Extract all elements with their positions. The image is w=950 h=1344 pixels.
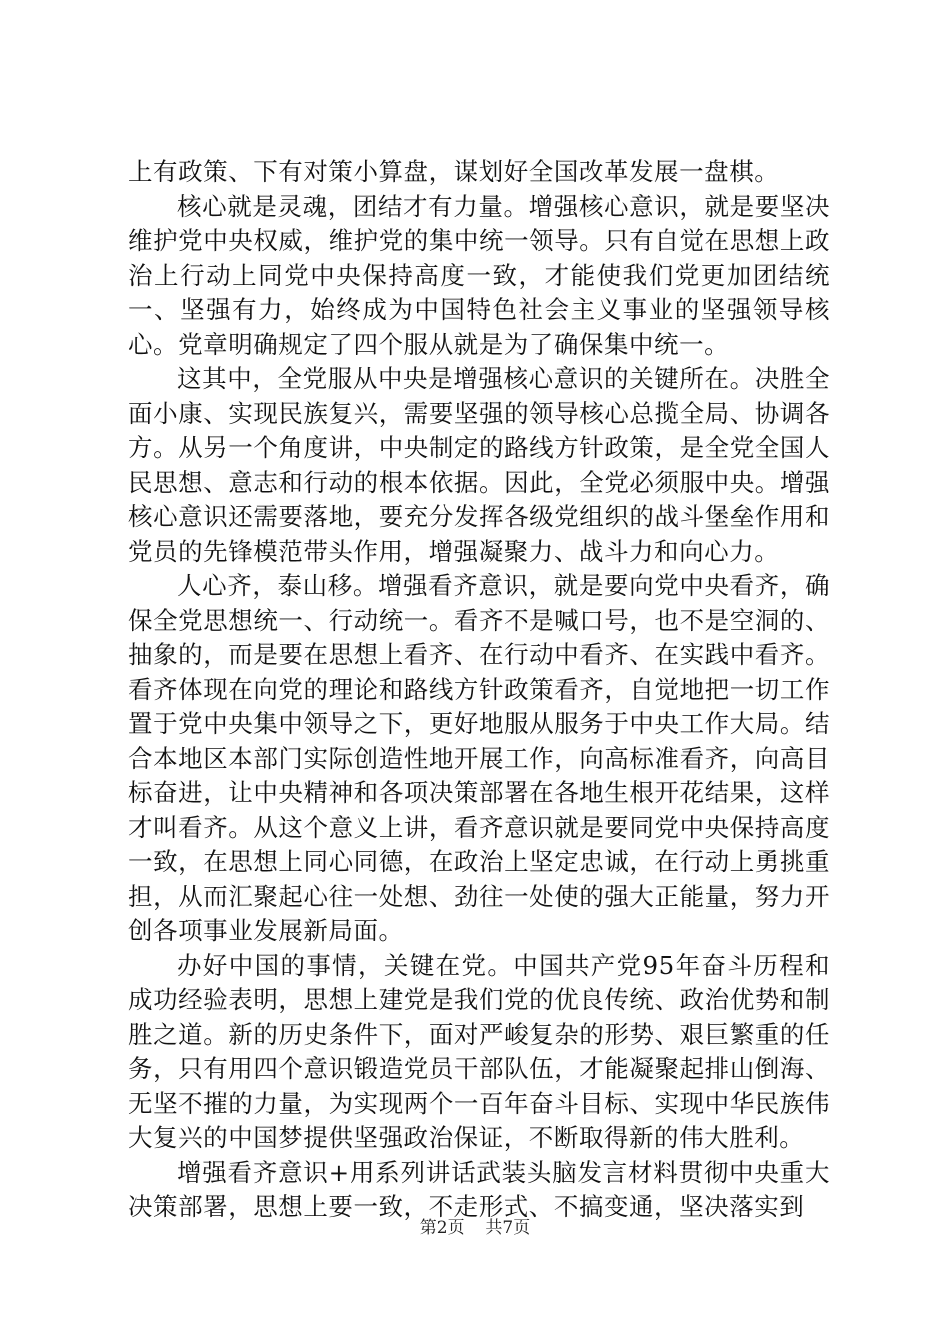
paragraph-5: 办好中国的事情，关键在党。中国共产党95年奋斗历程和成功经验表明，思想上建党是我们党的优良传统、政治优势和制胜之道。新的历史条件下，面对严峻复杂的形势、艰巨繁重的任务，只有用四个意识锻造党员干部队伍，才能凝聚起排山倒海、无坚不摧的力量，为实现两个一百年奋斗目标、实现中华民族伟大复兴的中国梦提供坚强政治保证，不断取得新的伟大胜利。 (128, 950, 830, 1152)
paragraph-6: 增强看齐意识+用系列讲话武装头脑发言材料贯彻中央重大决策部署，思想上要一致，不走形式、不搞变通，坚决落实到 (128, 1157, 830, 1221)
paragraph-2: 核心就是灵魂，团结才有力量。增强核心意识，就是要坚决维护党中央权威，维护党的集中统一领导。只有自觉在思想上政治上行动上同党中央保持高度一致，才能使我们党更加团结统一、坚强有力，始终成为中国特色社会主义事业的坚强领导核心。党章明确规定了四个服从就是为了确保集中统一。 (128, 191, 830, 359)
page-total: 共7页 (485, 1218, 531, 1238)
page-footer (0, 1217, 950, 1239)
page-number: 第2页 (419, 1218, 465, 1238)
paragraph-3: 这其中，全党服从中央是增强核心意识的关键所在。决胜全面小康、实现民族复兴，需要坚强的领导核心总揽全局、协调各方。从另一个角度讲，中央制定的路线方针政策，是全党全国人民思想、意志和行动的根本依据。因此，全党必须服中央。增强核心意识还需要落地，要充分发挥各级党组织的战斗堡垒作用和党员的先锋模范带头作用，增强凝聚力、战斗力和向心力。 (128, 364, 830, 566)
document-body (128, 155, 830, 1225)
paragraph-1: 上有政策、下有对策小算盘，谋划好全国改革发展一盘棋。 (128, 157, 780, 186)
paragraph-4: 人心齐，泰山移。增强看齐意识，就是要向党中央看齐，确保全党思想统一、行动统一。看齐不是喊口号，也不是空洞的、抽象的，而是要在思想上看齐、在行动中看齐、在实践中看齐。看齐体现在向党的理论和路线方针政策看齐，自觉地把一切工作置于党中央集中领导之下，更好地服从服务于中央工作大局。结合本地区本部门实际创造性地开展工作，向高标准看齐，向高目标奋进，让中央精神和各项决策部署在各地生根开花结果，这样才叫看齐。从这个意义上讲，看齐意识就是要同党中央保持高度一致，在思想上同心同德，在政治上坚定忠诚，在行动上勇挑重担，从而汇聚起心往一处想、劲往一处使的强大正能量，努力开创各项事业发展新局面。 (128, 571, 830, 945)
